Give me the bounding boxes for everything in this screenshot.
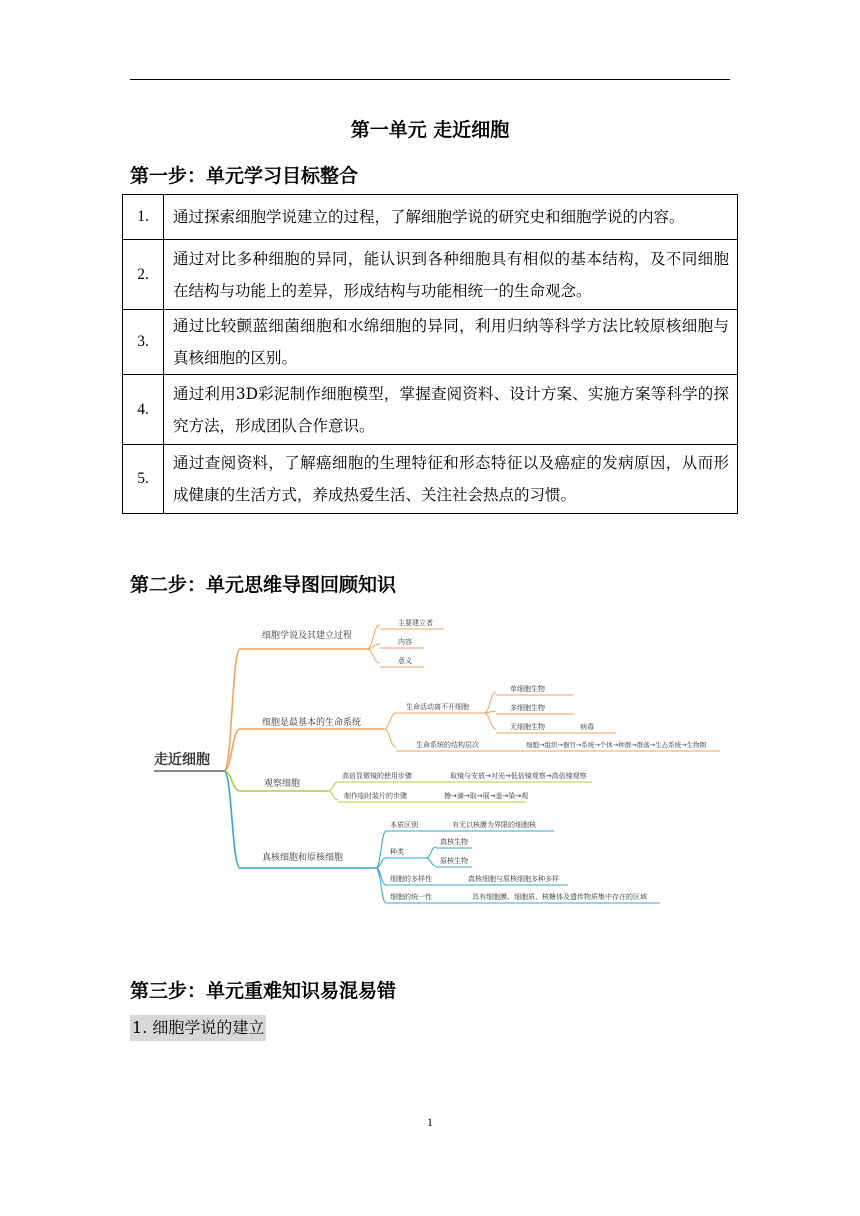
b2-item: 多细胞生物 — [510, 704, 545, 712]
b4-sub1: 本质区别 — [390, 821, 418, 829]
connector — [367, 625, 380, 663]
table-row — [123, 310, 738, 375]
b4-sub4-detail: 具有细胞膜、细胞质、核糖体及遗传物质集中存在的区域 — [472, 893, 647, 901]
table-row — [123, 195, 738, 240]
row-number: 5. — [123, 445, 164, 514]
row-text: 通过对比多种细胞的异同，能认识到各种细胞具有相似的基本结构，及不同细胞在结构与功能上的差异，形成结构与功能相统一的生命观念。 — [164, 240, 738, 310]
mindmap-root: 走近细胞 — [154, 752, 210, 768]
b2-item: 无细胞生物 — [510, 723, 545, 731]
row-text: 通过比较颤蓝细菌细胞和水绵细胞的异同，利用归纳等科学方法比较原核细胞与真核细胞的区别。 — [164, 310, 738, 375]
table-row — [123, 445, 738, 514]
b3-sub2-detail: 擦→滴→取→展→盖→染→观 — [444, 792, 529, 800]
b2-sub1: 生命活动离不开细胞 — [406, 703, 469, 711]
table-row — [123, 375, 738, 445]
page-title: 第一单元 走近细胞 — [350, 119, 510, 141]
b4-item: 原核生物 — [440, 857, 468, 865]
b4-sub1-detail: 有无以核膜为界限的细胞核 — [452, 821, 536, 829]
row-number: 2. — [123, 240, 164, 310]
b2-virus: 病毒 — [580, 723, 594, 731]
mind-map — [140, 605, 740, 915]
row-number: 1. — [123, 195, 164, 240]
row-number: 4. — [123, 375, 164, 445]
b4-sub3-detail: 真核细胞与原核细胞多种多样 — [468, 875, 559, 883]
row-text: 通过利用3D彩泥制作细胞模型，掌握查阅资料、设计方案、实施方案等科学的探究方法，形成团队合作意识。 — [164, 375, 738, 445]
row-text: 通过探索细胞学说建立的过程，了解细胞学说的研究史和细胞学说的内容。 — [164, 195, 738, 240]
connector — [224, 771, 240, 868]
b1-item: 内容 — [398, 638, 412, 646]
step3-subheading: 1. 细胞学说的建立 — [130, 1015, 266, 1041]
b4-sub2: 种类 — [390, 848, 404, 856]
b3-sub1-detail: 取镜与安放→对光→低倍镜观察→高倍镜观察 — [450, 772, 587, 780]
b4-item: 真核生物 — [440, 838, 468, 846]
b3-sub1: 高倍显微镜的使用步骤 — [342, 772, 412, 780]
b1-item: 主要建立者 — [398, 619, 433, 627]
row-number: 3. — [123, 310, 164, 375]
b1-item: 意义 — [398, 657, 412, 665]
step2-heading: 第二步：单元思维导图回顾知识 — [130, 574, 397, 596]
table-row — [123, 240, 738, 310]
b2-item: 单细胞生物 — [510, 685, 545, 693]
b4-sub4: 细胞的统一性 — [390, 893, 432, 901]
step1-heading: 第一步：单元学习目标整合 — [130, 165, 359, 187]
step3-heading: 第三步：单元重难知识易混易错 — [130, 980, 397, 1002]
b2-sub2: 生命系统的结构层次 — [416, 741, 479, 749]
page-number: 1 — [427, 1115, 433, 1129]
b4-sub3: 细胞的多样性 — [390, 875, 432, 883]
branch-1-label: 细胞学说及其建立过程 — [262, 631, 353, 641]
branch-2-label: 细胞是最基本的生命系统 — [262, 718, 362, 728]
row-text: 通过查阅资料，了解癌细胞的生理特征和形态特征以及癌症的发病原因，从而形成健康的生活方式，养成热爱生活、关注社会热点的习惯。 — [164, 445, 738, 514]
branch-4-label: 真核细胞和原核细胞 — [262, 853, 344, 863]
b3-sub2: 制作临时装片的步骤 — [344, 792, 407, 800]
branch-3-label: 观察细胞 — [264, 779, 301, 789]
goals-table — [122, 194, 738, 514]
b2-sub2-detail: 细胞→组织→器官→系统→个体→种群→群落→生态系统→生物圈 — [526, 741, 707, 749]
header-rule — [130, 79, 730, 80]
